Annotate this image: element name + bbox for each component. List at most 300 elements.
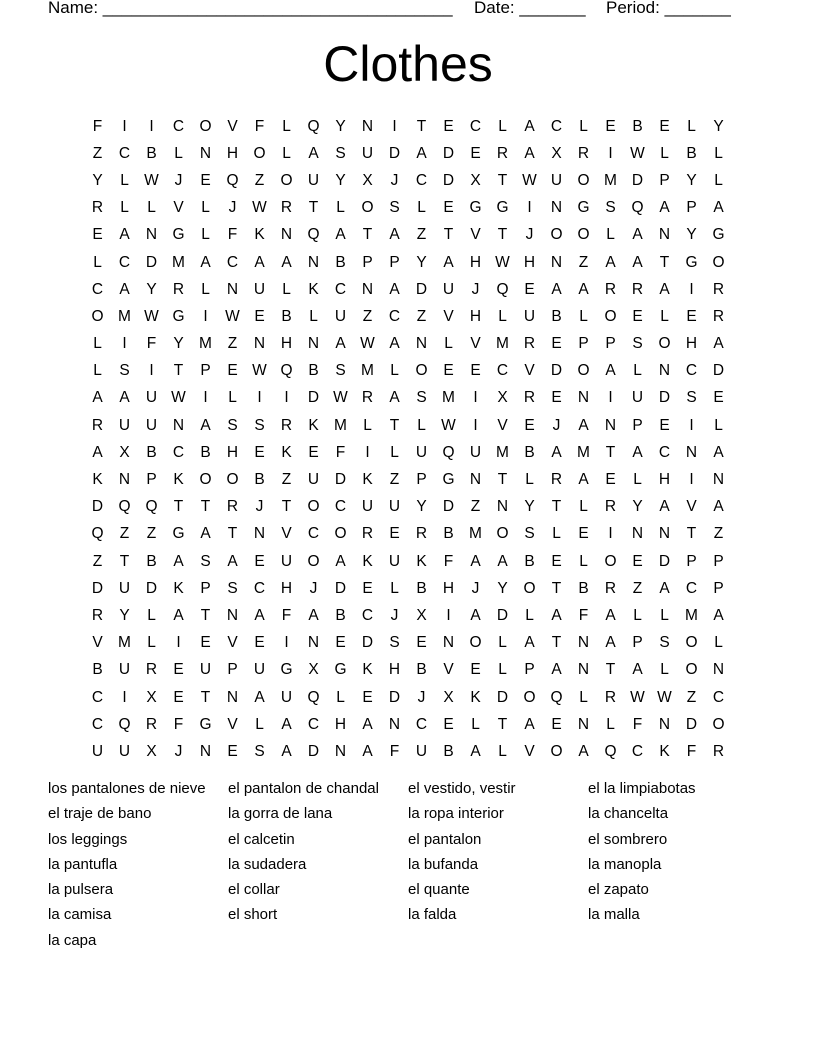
grid-letter[interactable]: L: [390, 362, 399, 380]
grid-letter[interactable]: E: [254, 307, 265, 325]
grid-letter[interactable]: O: [307, 498, 320, 516]
grid-letter[interactable]: N: [172, 416, 185, 434]
grid-letter[interactable]: A: [605, 634, 616, 652]
grid-letter[interactable]: H: [280, 579, 293, 597]
grid-letter[interactable]: U: [550, 171, 563, 189]
grid-letter[interactable]: B: [281, 307, 292, 325]
grid-letter[interactable]: L: [714, 171, 723, 189]
grid-letter[interactable]: L: [525, 606, 534, 624]
grid-letter[interactable]: T: [551, 498, 562, 516]
grid-letter[interactable]: L: [147, 606, 156, 624]
grid-letter[interactable]: Q: [604, 742, 617, 760]
grid-letter[interactable]: D: [550, 362, 563, 380]
grid-letter[interactable]: E: [713, 389, 724, 407]
grid-letter[interactable]: Q: [145, 498, 158, 516]
grid-letter[interactable]: N: [658, 226, 671, 244]
grid-letter[interactable]: A: [200, 525, 211, 543]
grid-letter[interactable]: M: [118, 307, 131, 325]
grid-letter[interactable]: V: [281, 525, 292, 543]
grid-letter[interactable]: R: [712, 307, 725, 325]
grid-letter[interactable]: L: [498, 117, 507, 135]
grid-letter[interactable]: X: [308, 661, 319, 679]
grid-letter[interactable]: T: [497, 171, 508, 189]
grid-letter[interactable]: D: [496, 606, 509, 624]
grid-letter[interactable]: Q: [496, 280, 509, 298]
grid-letter[interactable]: J: [228, 199, 237, 217]
grid-letter[interactable]: S: [416, 389, 427, 407]
grid-letter[interactable]: X: [146, 742, 157, 760]
grid-letter[interactable]: A: [254, 688, 265, 706]
grid-letter[interactable]: N: [334, 742, 347, 760]
grid-letter[interactable]: T: [389, 416, 400, 434]
grid-letter[interactable]: N: [442, 634, 455, 652]
grid-letter[interactable]: Y: [173, 335, 184, 353]
grid-letter[interactable]: L: [606, 715, 615, 733]
grid-letter[interactable]: L: [633, 362, 642, 380]
grid-letter[interactable]: X: [497, 389, 508, 407]
grid-letter[interactable]: P: [200, 362, 211, 380]
grid-letter[interactable]: C: [118, 144, 131, 162]
grid-letter[interactable]: D: [442, 144, 455, 162]
grid-letter[interactable]: U: [415, 742, 428, 760]
grid-letter[interactable]: O: [604, 552, 617, 570]
grid-letter[interactable]: V: [443, 307, 454, 325]
grid-letter[interactable]: E: [578, 525, 589, 543]
grid-letter[interactable]: L: [228, 389, 237, 407]
grid-letter[interactable]: T: [443, 226, 454, 244]
grid-letter[interactable]: J: [471, 280, 480, 298]
grid-letter[interactable]: V: [470, 335, 481, 353]
grid-letter[interactable]: O: [523, 688, 536, 706]
grid-letter[interactable]: I: [608, 389, 613, 407]
grid-letter[interactable]: L: [444, 335, 453, 353]
grid-letter[interactable]: F: [335, 443, 346, 461]
grid-letter[interactable]: O: [577, 226, 590, 244]
grid-letter[interactable]: P: [524, 661, 535, 679]
grid-letter[interactable]: E: [416, 634, 427, 652]
grid-letter[interactable]: M: [361, 362, 374, 380]
grid-letter[interactable]: G: [172, 525, 185, 543]
grid-letter[interactable]: Q: [442, 443, 455, 461]
grid-letter[interactable]: B: [524, 552, 535, 570]
grid-letter[interactable]: D: [631, 171, 644, 189]
grid-letter[interactable]: A: [389, 389, 400, 407]
grid-letter[interactable]: U: [280, 688, 293, 706]
grid-letter[interactable]: N: [226, 606, 239, 624]
grid-letter[interactable]: Z: [632, 579, 643, 597]
grid-letter[interactable]: R: [172, 280, 185, 298]
grid-letter[interactable]: A: [362, 742, 373, 760]
grid-letter[interactable]: B: [254, 471, 265, 489]
grid-letter[interactable]: H: [442, 579, 455, 597]
grid-letter[interactable]: N: [253, 525, 266, 543]
grid-letter[interactable]: A: [659, 498, 670, 516]
grid-letter[interactable]: L: [498, 307, 507, 325]
grid-letter[interactable]: A: [578, 416, 589, 434]
grid-letter[interactable]: Y: [146, 280, 157, 298]
grid-letter[interactable]: N: [226, 280, 239, 298]
grid-letter[interactable]: K: [254, 226, 265, 244]
grid-letter[interactable]: I: [446, 606, 451, 624]
grid-letter[interactable]: C: [172, 443, 185, 461]
grid-letter[interactable]: W: [630, 144, 645, 162]
grid-letter[interactable]: E: [659, 416, 670, 434]
grid-letter[interactable]: Z: [254, 171, 265, 189]
grid-letter[interactable]: X: [470, 171, 481, 189]
grid-letter[interactable]: Q: [307, 117, 320, 135]
grid-letter[interactable]: B: [308, 362, 319, 380]
grid-letter[interactable]: E: [443, 715, 454, 733]
grid-letter[interactable]: N: [307, 253, 320, 271]
grid-letter[interactable]: B: [578, 579, 589, 597]
grid-letter[interactable]: H: [469, 307, 482, 325]
grid-letter[interactable]: T: [200, 498, 211, 516]
grid-letter[interactable]: I: [284, 389, 289, 407]
grid-letter[interactable]: G: [496, 199, 509, 217]
grid-letter[interactable]: T: [497, 715, 508, 733]
grid-letter[interactable]: O: [658, 335, 671, 353]
grid-letter[interactable]: P: [200, 579, 211, 597]
grid-letter[interactable]: A: [713, 606, 724, 624]
grid-letter[interactable]: R: [631, 280, 644, 298]
grid-letter[interactable]: L: [498, 661, 507, 679]
grid-letter[interactable]: P: [686, 552, 697, 570]
grid-letter[interactable]: C: [415, 171, 428, 189]
grid-letter[interactable]: E: [389, 525, 400, 543]
grid-letter[interactable]: I: [392, 117, 397, 135]
grid-letter[interactable]: A: [605, 362, 616, 380]
grid-letter[interactable]: U: [253, 280, 266, 298]
grid-letter[interactable]: A: [497, 552, 508, 570]
grid-letter[interactable]: T: [497, 226, 508, 244]
grid-letter[interactable]: A: [254, 253, 265, 271]
grid-letter[interactable]: C: [685, 362, 698, 380]
grid-letter[interactable]: C: [91, 688, 104, 706]
grid-letter[interactable]: F: [443, 552, 454, 570]
grid-letter[interactable]: F: [281, 606, 292, 624]
grid-letter[interactable]: I: [203, 389, 208, 407]
grid-letter[interactable]: A: [632, 661, 643, 679]
grid-letter[interactable]: B: [524, 443, 535, 461]
grid-letter[interactable]: F: [92, 117, 103, 135]
grid-letter[interactable]: M: [577, 443, 590, 461]
grid-letter[interactable]: S: [254, 742, 265, 760]
grid-letter[interactable]: A: [470, 742, 481, 760]
grid-letter[interactable]: C: [631, 742, 644, 760]
grid-letter[interactable]: Q: [631, 199, 644, 217]
grid-letter[interactable]: S: [632, 335, 643, 353]
grid-letter[interactable]: L: [282, 280, 291, 298]
grid-letter[interactable]: O: [550, 226, 563, 244]
grid-letter[interactable]: E: [92, 226, 103, 244]
grid-letter[interactable]: K: [308, 280, 319, 298]
grid-letter[interactable]: L: [606, 226, 615, 244]
grid-letter[interactable]: G: [280, 661, 293, 679]
grid-letter[interactable]: N: [577, 634, 590, 652]
grid-letter[interactable]: T: [605, 661, 616, 679]
grid-letter[interactable]: E: [686, 307, 697, 325]
grid-letter[interactable]: I: [365, 443, 370, 461]
grid-letter[interactable]: Z: [389, 471, 400, 489]
grid-letter[interactable]: P: [605, 335, 616, 353]
grid-letter[interactable]: D: [685, 715, 698, 733]
grid-letter[interactable]: O: [685, 634, 698, 652]
grid-letter[interactable]: C: [334, 280, 347, 298]
grid-letter[interactable]: O: [91, 307, 104, 325]
grid-letter[interactable]: E: [308, 443, 319, 461]
grid-letter[interactable]: V: [686, 498, 697, 516]
grid-letter[interactable]: F: [389, 742, 400, 760]
grid-letter[interactable]: N: [685, 443, 698, 461]
grid-letter[interactable]: L: [714, 416, 723, 434]
grid-letter[interactable]: B: [443, 525, 454, 543]
grid-letter[interactable]: D: [145, 253, 158, 271]
grid-letter[interactable]: L: [579, 552, 588, 570]
grid-letter[interactable]: N: [712, 661, 725, 679]
grid-letter[interactable]: M: [685, 606, 698, 624]
grid-letter[interactable]: L: [687, 117, 696, 135]
grid-letter[interactable]: B: [200, 443, 211, 461]
grid-letter[interactable]: L: [336, 688, 345, 706]
grid-letter[interactable]: G: [577, 199, 590, 217]
grid-letter[interactable]: F: [632, 715, 643, 733]
grid-letter[interactable]: R: [415, 525, 428, 543]
grid-letter[interactable]: H: [685, 335, 698, 353]
grid-letter[interactable]: I: [149, 117, 154, 135]
grid-letter[interactable]: I: [122, 335, 127, 353]
grid-letter[interactable]: Z: [578, 253, 589, 271]
grid-letter[interactable]: L: [390, 443, 399, 461]
grid-letter[interactable]: T: [605, 443, 616, 461]
grid-letter[interactable]: T: [551, 634, 562, 652]
grid-letter[interactable]: X: [362, 171, 373, 189]
grid-letter[interactable]: Z: [362, 307, 373, 325]
grid-letter[interactable]: L: [93, 335, 102, 353]
grid-letter[interactable]: U: [388, 498, 401, 516]
grid-letter[interactable]: N: [469, 471, 482, 489]
grid-letter[interactable]: E: [227, 362, 238, 380]
grid-letter[interactable]: R: [604, 498, 617, 516]
grid-letter[interactable]: B: [416, 579, 427, 597]
grid-letter[interactable]: N: [712, 471, 725, 489]
grid-letter[interactable]: M: [199, 335, 212, 353]
grid-letter[interactable]: N: [577, 389, 590, 407]
grid-letter[interactable]: A: [416, 144, 427, 162]
grid-letter[interactable]: A: [713, 335, 724, 353]
grid-letter[interactable]: J: [255, 498, 264, 516]
grid-letter[interactable]: M: [172, 253, 185, 271]
grid-letter[interactable]: I: [527, 199, 532, 217]
grid-letter[interactable]: S: [335, 144, 346, 162]
grid-letter[interactable]: U: [253, 661, 266, 679]
grid-letter[interactable]: D: [388, 688, 401, 706]
grid-letter[interactable]: K: [281, 443, 292, 461]
grid-letter[interactable]: W: [495, 253, 510, 271]
grid-letter[interactable]: K: [362, 471, 373, 489]
grid-letter[interactable]: N: [280, 226, 293, 244]
grid-letter[interactable]: Z: [416, 226, 427, 244]
grid-letter[interactable]: G: [685, 253, 698, 271]
grid-letter[interactable]: E: [551, 389, 562, 407]
grid-letter[interactable]: Z: [92, 144, 103, 162]
grid-letter[interactable]: E: [173, 688, 184, 706]
grid-letter[interactable]: V: [524, 362, 535, 380]
grid-letter[interactable]: Y: [335, 171, 346, 189]
grid-letter[interactable]: A: [713, 199, 724, 217]
grid-letter[interactable]: N: [658, 525, 671, 543]
grid-letter[interactable]: F: [173, 715, 184, 733]
grid-letter[interactable]: F: [227, 226, 238, 244]
grid-letter[interactable]: U: [307, 171, 320, 189]
grid-letter[interactable]: Y: [416, 253, 427, 271]
grid-letter[interactable]: A: [470, 606, 481, 624]
grid-letter[interactable]: S: [659, 634, 670, 652]
grid-letter[interactable]: A: [362, 715, 373, 733]
grid-letter[interactable]: W: [441, 416, 456, 434]
grid-letter[interactable]: T: [551, 579, 562, 597]
grid-letter[interactable]: R: [604, 579, 617, 597]
grid-letter[interactable]: E: [443, 117, 454, 135]
grid-letter[interactable]: L: [147, 199, 156, 217]
grid-letter[interactable]: O: [712, 253, 725, 271]
grid-letter[interactable]: O: [577, 362, 590, 380]
grid-letter[interactable]: E: [254, 552, 265, 570]
grid-letter[interactable]: T: [362, 226, 373, 244]
grid-letter[interactable]: I: [689, 471, 694, 489]
grid-letter[interactable]: R: [226, 498, 239, 516]
grid-letter[interactable]: R: [550, 471, 563, 489]
grid-letter[interactable]: Y: [497, 579, 508, 597]
grid-letter[interactable]: J: [471, 579, 480, 597]
grid-letter[interactable]: U: [118, 661, 131, 679]
grid-letter[interactable]: A: [281, 742, 292, 760]
grid-letter[interactable]: W: [144, 171, 159, 189]
grid-letter[interactable]: O: [550, 742, 563, 760]
grid-letter[interactable]: O: [604, 307, 617, 325]
grid-letter[interactable]: N: [415, 335, 428, 353]
grid-letter[interactable]: V: [173, 199, 184, 217]
grid-letter[interactable]: H: [658, 471, 671, 489]
grid-letter[interactable]: I: [122, 117, 127, 135]
grid-letter[interactable]: D: [496, 688, 509, 706]
grid-letter[interactable]: N: [199, 742, 212, 760]
grid-letter[interactable]: Y: [416, 498, 427, 516]
grid-letter[interactable]: O: [685, 661, 698, 679]
grid-letter[interactable]: T: [281, 498, 292, 516]
grid-letter[interactable]: A: [173, 552, 184, 570]
grid-letter[interactable]: H: [523, 253, 536, 271]
grid-letter[interactable]: A: [605, 606, 616, 624]
grid-letter[interactable]: M: [118, 634, 131, 652]
grid-letter[interactable]: L: [579, 307, 588, 325]
grid-letter[interactable]: N: [388, 715, 401, 733]
grid-letter[interactable]: Y: [632, 498, 643, 516]
grid-letter[interactable]: J: [390, 171, 399, 189]
grid-letter[interactable]: D: [658, 389, 671, 407]
grid-letter[interactable]: N: [577, 661, 590, 679]
grid-letter[interactable]: L: [93, 362, 102, 380]
grid-letter[interactable]: A: [632, 443, 643, 461]
grid-letter[interactable]: L: [525, 471, 534, 489]
grid-letter[interactable]: Z: [416, 307, 427, 325]
grid-letter[interactable]: S: [254, 416, 265, 434]
grid-letter[interactable]: P: [227, 661, 238, 679]
grid-letter[interactable]: L: [552, 525, 561, 543]
grid-letter[interactable]: A: [389, 335, 400, 353]
grid-letter[interactable]: L: [579, 688, 588, 706]
grid-letter[interactable]: L: [660, 144, 669, 162]
grid-letter[interactable]: N: [496, 498, 509, 516]
grid-letter[interactable]: K: [659, 742, 670, 760]
grid-letter[interactable]: O: [361, 199, 374, 217]
grid-letter[interactable]: N: [631, 525, 644, 543]
grid-letter[interactable]: G: [442, 471, 455, 489]
grid-letter[interactable]: X: [119, 443, 130, 461]
grid-letter[interactable]: T: [308, 199, 319, 217]
grid-letter[interactable]: P: [362, 253, 373, 271]
grid-letter[interactable]: H: [334, 715, 347, 733]
grid-letter[interactable]: R: [361, 389, 374, 407]
grid-letter[interactable]: P: [146, 471, 157, 489]
grid-letter[interactable]: A: [551, 661, 562, 679]
grid-letter[interactable]: I: [608, 144, 613, 162]
grid-letter[interactable]: L: [417, 416, 426, 434]
grid-letter[interactable]: Z: [146, 525, 157, 543]
grid-letter[interactable]: G: [334, 661, 347, 679]
grid-letter[interactable]: P: [632, 634, 643, 652]
grid-letter[interactable]: P: [713, 552, 724, 570]
grid-letter[interactable]: G: [172, 226, 185, 244]
grid-letter[interactable]: L: [201, 226, 210, 244]
grid-letter[interactable]: A: [551, 443, 562, 461]
grid-letter[interactable]: N: [307, 335, 320, 353]
grid-letter[interactable]: E: [362, 579, 373, 597]
grid-letter[interactable]: E: [605, 471, 616, 489]
grid-letter[interactable]: U: [442, 280, 455, 298]
grid-letter[interactable]: A: [119, 226, 130, 244]
grid-letter[interactable]: L: [120, 199, 129, 217]
grid-letter[interactable]: A: [389, 280, 400, 298]
grid-letter[interactable]: R: [604, 688, 617, 706]
grid-letter[interactable]: L: [714, 144, 723, 162]
grid-letter[interactable]: K: [92, 471, 103, 489]
grid-letter[interactable]: L: [660, 307, 669, 325]
grid-letter[interactable]: E: [173, 661, 184, 679]
grid-letter[interactable]: I: [149, 362, 154, 380]
grid-letter[interactable]: U: [145, 389, 158, 407]
grid-letter[interactable]: S: [686, 389, 697, 407]
grid-letter[interactable]: F: [146, 335, 157, 353]
grid-letter[interactable]: A: [281, 715, 292, 733]
grid-letter[interactable]: M: [496, 335, 509, 353]
grid-letter[interactable]: N: [307, 634, 320, 652]
grid-letter[interactable]: A: [443, 253, 454, 271]
grid-letter[interactable]: L: [147, 634, 156, 652]
grid-letter[interactable]: U: [145, 416, 158, 434]
grid-letter[interactable]: C: [685, 579, 698, 597]
grid-letter[interactable]: M: [442, 389, 455, 407]
grid-letter[interactable]: C: [226, 253, 239, 271]
grid-letter[interactable]: O: [334, 525, 347, 543]
grid-letter[interactable]: D: [145, 579, 158, 597]
grid-letter[interactable]: I: [284, 634, 289, 652]
grid-letter[interactable]: A: [524, 144, 535, 162]
grid-letter[interactable]: Q: [226, 171, 239, 189]
grid-letter[interactable]: L: [579, 498, 588, 516]
grid-letter[interactable]: V: [497, 416, 508, 434]
grid-letter[interactable]: E: [632, 307, 643, 325]
grid-letter[interactable]: T: [173, 362, 184, 380]
